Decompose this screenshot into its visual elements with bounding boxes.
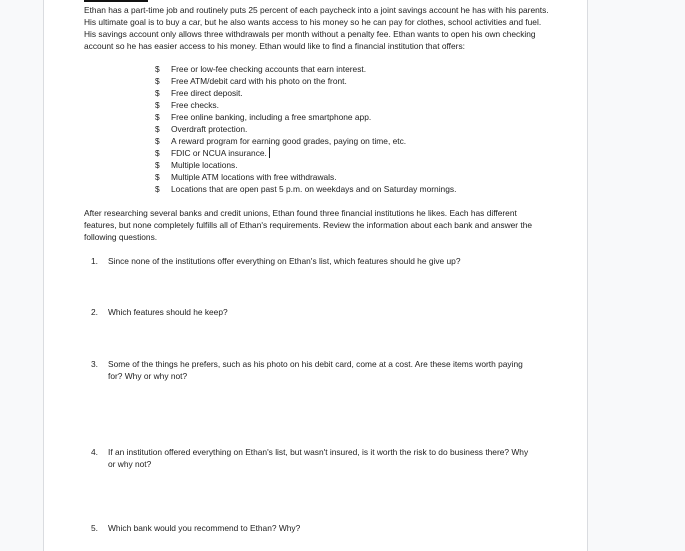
list-item[interactable] [155, 147, 456, 159]
question-3[interactable] [91, 358, 531, 382]
list-item[interactable] [155, 87, 456, 99]
list-item[interactable] [155, 99, 456, 111]
list-item[interactable] [155, 63, 456, 75]
list-item-text: Free or low-fee checking accounts that earn interest. [171, 64, 367, 74]
bullet-dollar-icon: $ [155, 64, 160, 74]
list-item-text: A reward program for earning good grades, paying on time, etc. [171, 136, 407, 146]
question-text: Since none of the institutions offer everything on Ethan's list, which features should he give up? [108, 256, 461, 266]
document-page[interactable] [43, 0, 588, 551]
research-paragraph[interactable]: After researching several banks and credit unions, Ethan found three financial institutions he likes. Each has different features, but none completely fulfills all of Ethan's requirements. Review the information about each bank and answer the following questions. [84, 208, 533, 242]
list-item-text: Free direct deposit. [171, 88, 243, 98]
question-number: 5. [91, 523, 98, 533]
list-item[interactable] [155, 111, 456, 123]
bullet-dollar-icon: $ [155, 112, 160, 122]
bullet-dollar-icon: $ [155, 88, 160, 98]
list-item-text: Overdraft protection. [171, 124, 248, 134]
list-item[interactable] [155, 75, 456, 87]
list-item-text: Multiple ATM locations with free withdrawals. [171, 172, 337, 182]
list-item[interactable] [155, 159, 456, 171]
list-item[interactable] [155, 171, 456, 183]
question-1[interactable] [91, 255, 531, 267]
question-text: If an institution offered everything on Ethan's list, but wasn't insured, is it worth the risk to do business there? Why or why not? [108, 447, 529, 469]
question-4[interactable] [91, 446, 531, 470]
list-item-text: Free checks. [171, 100, 219, 110]
list-item[interactable] [155, 183, 456, 195]
list-item-text: Free ATM/debit card with his photo on the front. [171, 76, 347, 86]
list-item-text: Multiple locations. [171, 160, 238, 170]
selection-highlight [84, 0, 148, 2]
list-item-text: Locations that are open past 5 p.m. on weekdays and on Saturday mornings. [171, 184, 457, 194]
question-2[interactable] [91, 306, 531, 318]
bullet-dollar-icon: $ [155, 124, 160, 134]
question-number: 4. [91, 447, 98, 457]
bullet-dollar-icon: $ [155, 136, 160, 146]
bullet-dollar-icon: $ [155, 148, 160, 158]
bullet-dollar-icon: $ [155, 184, 160, 194]
question-5[interactable] [91, 522, 531, 534]
question-number: 1. [91, 256, 98, 266]
question-number: 3. [91, 359, 98, 369]
list-item[interactable] [155, 135, 456, 147]
list-item-text: Free online banking, including a free smartphone app. [171, 112, 372, 122]
bullet-dollar-icon: $ [155, 76, 160, 86]
question-text: Some of the things he prefers, such as his photo on his debit card, come at a cost. Are these items worth paying for? Why or why not? [108, 359, 523, 381]
bullet-dollar-icon: $ [155, 160, 160, 170]
list-item[interactable] [155, 123, 456, 135]
list-item-text: FDIC or NCUA insurance. [171, 148, 267, 158]
question-text: Which features should he keep? [108, 307, 228, 317]
bullet-dollar-icon: $ [155, 172, 160, 182]
question-text: Which bank would you recommend to Ethan? Why? [108, 523, 301, 533]
bullet-dollar-icon: $ [155, 100, 160, 110]
text-cursor [269, 147, 270, 158]
question-number: 2. [91, 307, 98, 317]
intro-paragraph[interactable]: Ethan has a part-time job and routinely puts 25 percent of each paycheck into a joint savings account he has with his parents. His ultimate goal is to buy a car, but he also wants access to his money so he can pay for clothes, school activities and fuel. His savings account only allows three withdrawals per month without a penalty fee. Ethan wants to open his own checking account so he has easier access to his money. Ethan would like to find a financial institution that offers: [84, 5, 549, 51]
requirements-list [155, 63, 456, 195]
